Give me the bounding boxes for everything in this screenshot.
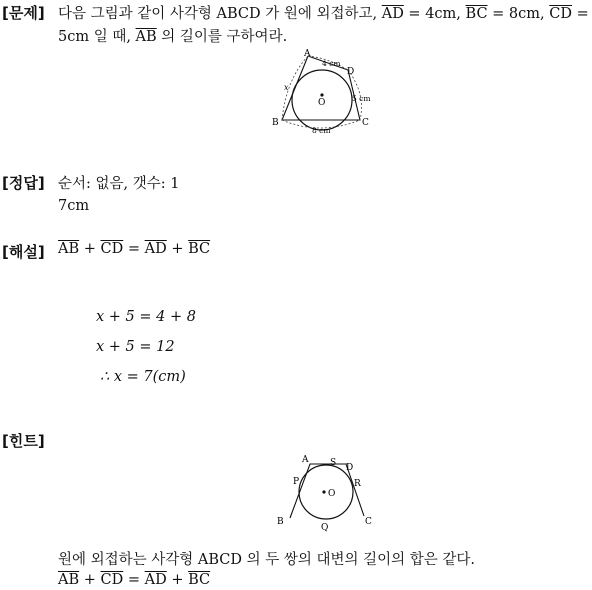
hint-label-c: C: [365, 517, 372, 527]
label-bc-len: 8 cm: [312, 126, 331, 135]
label-a: A: [304, 49, 311, 59]
explanation-step-1: x + 5 = 4 + 8: [96, 309, 196, 325]
explanation-step-2: x + 5 = 12: [96, 339, 175, 355]
segment-cd-value: =: [571, 6, 589, 22]
eq-equals: =: [123, 241, 145, 257]
eq-cd: $\overline{CD}$: [100, 241, 124, 257]
answer-meta: 순서: 없음, 갯수: 1: [58, 176, 180, 192]
eq-plus: +: [166, 241, 189, 257]
problem-figure: [268, 44, 380, 136]
hint-label-r: R: [354, 479, 361, 489]
answer-tag: [정답]: [2, 174, 45, 192]
hint-label-s: S: [330, 458, 337, 468]
hint-label-p: P: [293, 477, 300, 487]
problem-text-cd-len: 5cm 일 때,: [58, 29, 136, 45]
problem-text-intro: 다음 그림과 같이 사각형 ABCD 가 원에 외접하고,: [58, 6, 382, 22]
hint-center-dot: [322, 490, 325, 493]
hint-eq-plus: +: [166, 572, 189, 588]
hint-equation: [58, 572, 210, 588]
label-o: O: [318, 98, 326, 108]
problem-tag: [문제]: [2, 4, 45, 22]
problem-text-question: 의 길이를 구하여라.: [156, 29, 288, 45]
problem-line-1: [58, 2, 589, 23]
segment-ad: $\overline{AD}$: [381, 6, 404, 22]
hint-tag: [힌트]: [2, 432, 45, 450]
label-ad-len: 4 cm: [322, 59, 341, 68]
hint-text: 원에 외접하는 사각형 ABCD 의 두 쌍의 대변의 길이의 합은 같다.: [58, 552, 475, 568]
hint-eq-plus: +: [79, 572, 101, 588]
label-b: B: [272, 118, 279, 128]
hint-label-q: Q: [321, 523, 329, 532]
explanation-equation: [58, 241, 210, 257]
explanation-step-3: ∴ x = 7(cm): [100, 369, 186, 385]
label-cd-len: 5 cm: [352, 94, 371, 103]
label-c: C: [362, 118, 369, 128]
label-ab-len: x: [284, 83, 289, 92]
explanation-tag: [해설]: [2, 243, 45, 261]
segment-ad-value: = 4cm,: [403, 6, 466, 22]
segment-bc: $\overline{BC}$: [465, 6, 488, 22]
segment-cd: $\overline{CD}$: [549, 6, 572, 22]
hint-eq-equals: =: [123, 572, 145, 588]
label-d: D: [347, 67, 355, 77]
answer-value: 7cm: [58, 198, 90, 214]
hint-figure: [272, 452, 378, 532]
hint-label-b: B: [277, 517, 284, 527]
segment-ab: $\overline{AB}$: [135, 29, 157, 45]
eq-ad: $\overline{AD}$: [144, 241, 167, 257]
hint-label-d: D: [346, 463, 354, 473]
eq-bc: $\overline{BC}$: [188, 241, 211, 257]
hint-label-o: O: [328, 489, 336, 499]
hint-label-a: A: [302, 455, 309, 465]
center-dot: [320, 93, 323, 96]
hint-eq-ad: $\overline{AD}$: [144, 572, 167, 588]
eq-plus: +: [79, 241, 101, 257]
hint-eq-bc: $\overline{BC}$: [188, 572, 211, 588]
problem-line-2: [58, 25, 287, 46]
eq-ab: $\overline{AB}$: [58, 241, 80, 257]
hint-eq-ab: $\overline{AB}$: [58, 572, 80, 588]
hint-eq-cd: $\overline{CD}$: [100, 572, 124, 588]
segment-bc-value: = 8cm,: [487, 6, 550, 22]
